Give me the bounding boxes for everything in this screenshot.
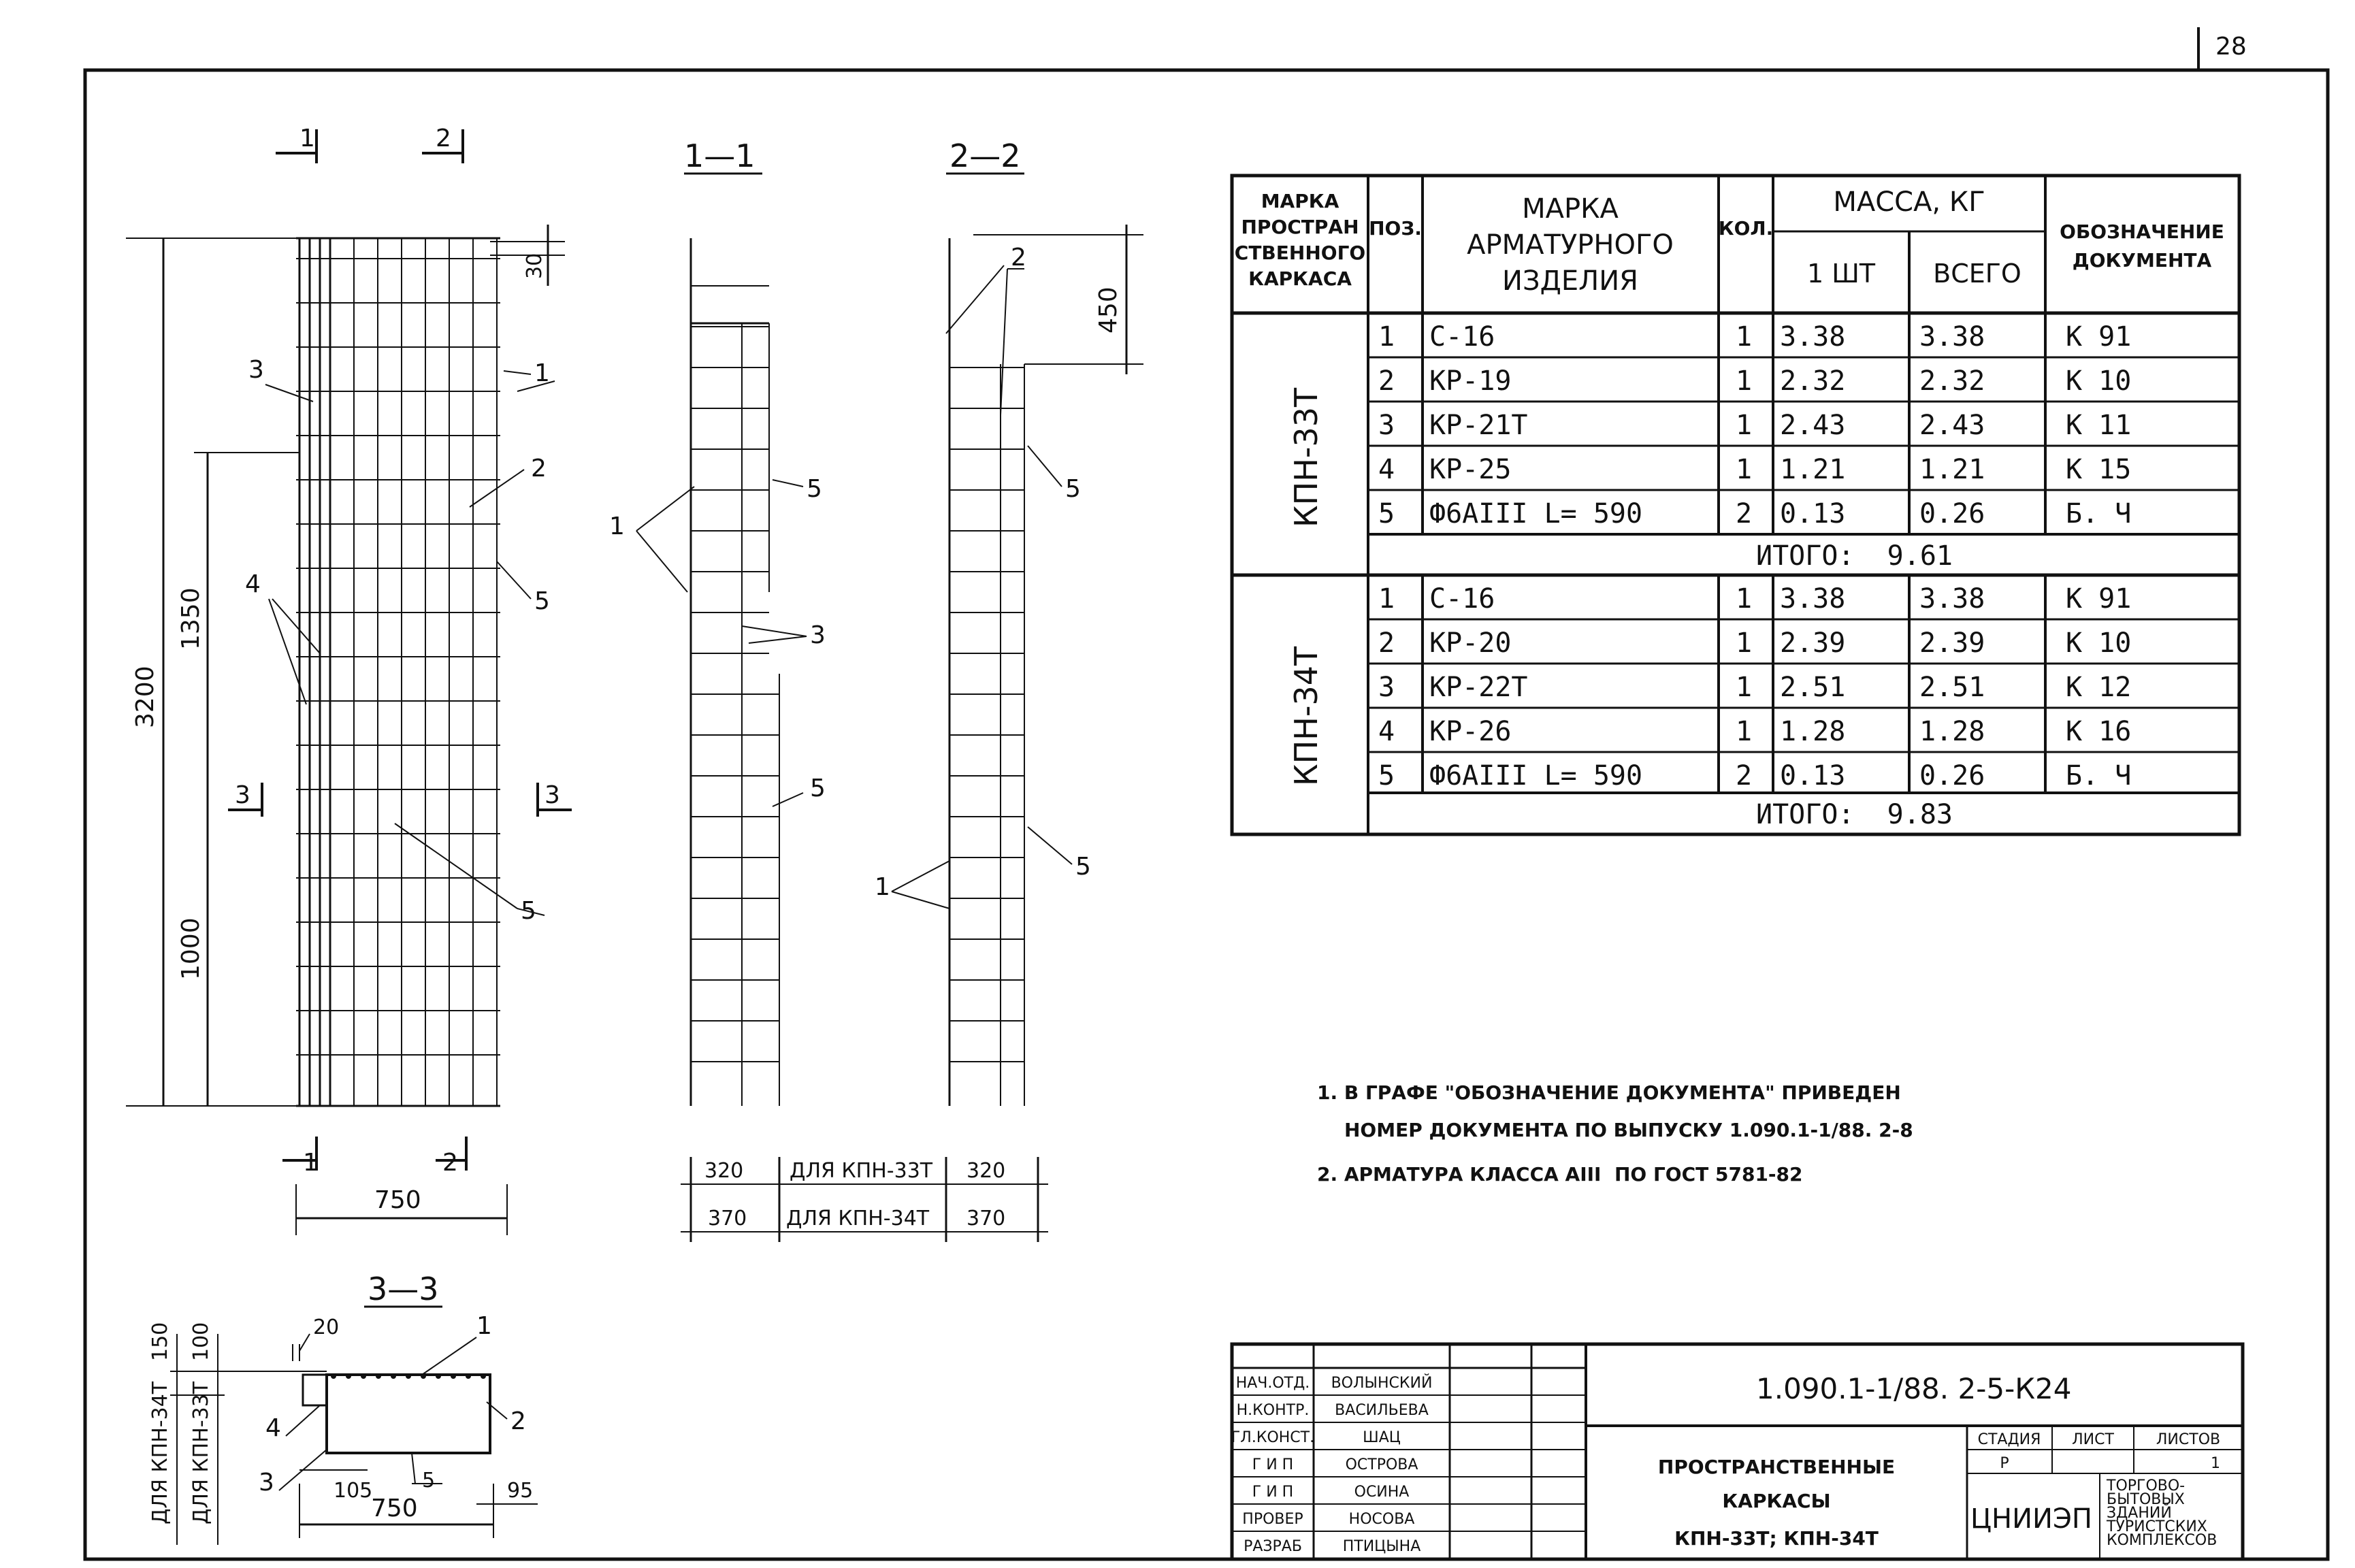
spec-mass-one: 0.13 (1780, 498, 1846, 529)
frame-mark-kpn33t: КПН-33Т (1288, 387, 1325, 527)
spec-qty: 2 (1736, 498, 1753, 529)
svg-text:БЫТОВЫХ: БЫТОВЫХ (2107, 1491, 2185, 1508)
svg-text:ТОРГОВО-: ТОРГОВО- (2107, 1477, 2186, 1494)
signature-name: НОСОВА (1348, 1511, 1415, 1528)
svg-text:ПОЗ.: ПОЗ. (1369, 217, 1422, 240)
svg-text:20: 20 (313, 1316, 340, 1339)
rebar-dot (481, 1373, 486, 1379)
svg-text:95: 95 (507, 1479, 534, 1503)
spec-mass-one: 3.38 (1780, 321, 1846, 353)
section-1-1-callouts (609, 475, 826, 806)
svg-text:СТАДИЯ: СТАДИЯ (1977, 1431, 2041, 1448)
callouts-main (245, 356, 555, 925)
spec-doc: К 11 (2066, 410, 2132, 441)
svg-text:1: 1 (609, 512, 625, 540)
cut-mark-1-bottom (282, 1137, 319, 1177)
svg-text:ЛИСТОВ: ЛИСТОВ (2156, 1431, 2221, 1448)
spec-doc: К 10 (2066, 627, 2132, 659)
svg-text:5: 5 (534, 587, 550, 615)
svg-text:370: 370 (708, 1207, 747, 1230)
signature-role: РАЗРАБ (1244, 1538, 1302, 1555)
spec-mass-total: 2.43 (1919, 410, 1985, 441)
spec-qty: 1 (1736, 454, 1753, 485)
spec-qty: 2 (1736, 760, 1753, 791)
svg-text:5: 5 (1065, 475, 1081, 503)
frame-mark-kpn34t: КПН-34Т (1288, 646, 1325, 786)
svg-text:1: 1 (476, 1312, 492, 1340)
svg-text:750: 750 (374, 1186, 421, 1214)
spec-mark: С-16 (1429, 321, 1495, 353)
svg-text:450: 450 (1094, 287, 1122, 333)
svg-text:2: 2 (436, 125, 451, 152)
rebar-dot (346, 1373, 351, 1379)
spec-pos: 4 (1378, 454, 1395, 485)
svg-text:ДЛЯ КПН-33Т: ДЛЯ КПН-33Т (790, 1159, 933, 1183)
spec-qty: 1 (1736, 365, 1753, 397)
svg-text:30: 30 (523, 252, 547, 279)
signature-name: ОСТРОВА (1345, 1456, 1418, 1473)
spec-rows (1378, 321, 2131, 791)
signature-name: ВОЛЫНСКИЙ (1331, 1375, 1433, 1392)
svg-text:750: 750 (371, 1494, 418, 1522)
note-2: 2. АРМАТУРА КЛАССА АIII ПО ГОСТ 5781-82 (1317, 1163, 1803, 1186)
signature-name: ШАЦ (1363, 1429, 1401, 1446)
section-1-1-mesh (691, 238, 779, 1106)
svg-text:3: 3 (259, 1469, 274, 1497)
svg-text:1: 1 (303, 1149, 319, 1177)
section-2-2-callouts (875, 244, 1091, 909)
spec-mass-total: 1.21 (1919, 454, 1985, 485)
signature-role: Г И П (1252, 1456, 1294, 1473)
total-kpn34t: ИТОГО: 9.83 (1756, 799, 1953, 830)
svg-text:1000: 1000 (177, 917, 205, 980)
section-2-2-mesh (949, 238, 1024, 1106)
main-elevation (126, 125, 572, 1235)
spec-mass-one: 1.21 (1780, 454, 1846, 485)
spec-doc: Б. Ч (2066, 760, 2132, 791)
spec-mark: С-16 (1429, 583, 1495, 615)
spec-pos: 3 (1378, 672, 1395, 703)
signature-name: ОСИНА (1354, 1484, 1410, 1501)
signature-role: НАЧ.ОТД. (1235, 1375, 1310, 1392)
spec-qty: 1 (1736, 583, 1753, 615)
drawing-code: 1.090.1-1/88. 2-5-К24 (1756, 1372, 2072, 1405)
svg-text:ЛИСТ: ЛИСТ (2072, 1431, 2114, 1448)
spec-mass-total: 3.38 (1919, 321, 1985, 353)
spec-mass-total: 3.38 (1919, 583, 1985, 615)
svg-text:2: 2 (531, 455, 547, 483)
title-block (1231, 1344, 2243, 1559)
svg-text:5: 5 (422, 1469, 436, 1492)
dim-top-30 (490, 225, 565, 286)
section-3-3 (148, 1271, 538, 1545)
svg-text:3: 3 (810, 621, 826, 649)
spec-pos: 1 (1378, 583, 1395, 615)
svg-text:370: 370 (967, 1207, 1006, 1230)
section-width-table (681, 1157, 1048, 1242)
spec-mass-one: 2.39 (1780, 627, 1846, 659)
spec-mass-total: 1.28 (1919, 716, 1985, 747)
spec-mark: Ф6АIII L= 590 (1429, 760, 1643, 791)
note-1-line-2: НОМЕР ДОКУМЕНТА ПО ВЫПУСКУ 1.090.1-1/88. 2-8 (1344, 1119, 1913, 1141)
spec-qty: 1 (1736, 321, 1753, 353)
mesh-grid (296, 238, 500, 1106)
svg-text:1: 1 (875, 873, 890, 901)
svg-text:4: 4 (265, 1414, 281, 1442)
spec-mass-total: 2.32 (1919, 365, 1985, 397)
section-3-3-callouts (259, 1312, 526, 1497)
section-1-1 (609, 137, 826, 1106)
signature-name: ВАСИЛЬЕВА (1335, 1402, 1429, 1419)
cut-mark-3-left (228, 781, 262, 817)
svg-text:3200: 3200 (131, 666, 159, 728)
spec-mass-one: 2.51 (1780, 672, 1846, 703)
spec-pos: 5 (1378, 760, 1395, 791)
svg-text:1: 1 (534, 359, 550, 387)
svg-text:ИЗДЕЛИЯ: ИЗДЕЛИЯ (1502, 265, 1638, 297)
svg-text:1350: 1350 (177, 587, 205, 650)
spec-pos: 4 (1378, 716, 1395, 747)
svg-text:КОЛ.: КОЛ. (1718, 217, 1774, 240)
rebar-dot (406, 1373, 411, 1379)
cut-mark-1-top (276, 125, 316, 163)
section-2-2 (875, 137, 1143, 1106)
spec-doc: К 12 (2066, 672, 2132, 703)
cut-mark-2-bottom (436, 1137, 466, 1177)
cut-mark-3-right (538, 781, 572, 817)
svg-text:100: 100 (189, 1322, 213, 1361)
spec-mass-total: 0.26 (1919, 498, 1985, 529)
spec-doc: Б. Ч (2066, 498, 2132, 529)
dim-1350 (177, 453, 299, 1106)
svg-text:1: 1 (2211, 1455, 2220, 1472)
svg-text:2: 2 (510, 1407, 526, 1435)
svg-text:СТВЕННОГО: СТВЕННОГО (1234, 242, 1366, 264)
rebar-dot (436, 1373, 441, 1379)
spec-pos: 2 (1378, 627, 1395, 659)
svg-text:КОМПЛЕКСОВ: КОМПЛЕКСОВ (2107, 1532, 2218, 1549)
spec-mark: КР-22Т (1429, 672, 1528, 703)
svg-text:320: 320 (704, 1159, 744, 1183)
svg-text:ДЛЯ КПН-34Т: ДЛЯ КПН-34Т (148, 1381, 172, 1524)
title-line-3: КПН-33Т; КПН-34Т (1674, 1527, 1879, 1550)
svg-text:ДЛЯ КПН-33Т: ДЛЯ КПН-33Т (189, 1381, 213, 1524)
spec-qty: 1 (1736, 410, 1753, 441)
spec-qty: 1 (1736, 672, 1753, 703)
signature-role: ПРОВЕР (1242, 1511, 1303, 1528)
spec-qty: 1 (1736, 716, 1753, 747)
specification-table (1232, 176, 2239, 834)
svg-text:2: 2 (442, 1149, 458, 1177)
svg-text:3: 3 (545, 781, 560, 809)
spec-mark: КР-21Т (1429, 410, 1528, 441)
spec-mass-total: 0.26 (1919, 760, 1985, 791)
signature-role: Г И П (1252, 1484, 1294, 1501)
svg-text:ВСЕГО: ВСЕГО (1933, 259, 2021, 289)
rebar-dot (331, 1373, 336, 1379)
spec-mark: КР-20 (1429, 627, 1512, 659)
svg-text:150: 150 (148, 1322, 172, 1361)
spec-doc: К 10 (2066, 365, 2132, 397)
section-1-1-title: 1—1 (684, 137, 756, 174)
spec-header (1235, 186, 2224, 297)
dim-750-main (296, 1184, 507, 1235)
rebar-dot (376, 1373, 381, 1379)
spec-mass-one: 2.43 (1780, 410, 1846, 441)
spec-mass-one: 2.32 (1780, 365, 1846, 397)
signature-role: ГЛ.КОНСТ. (1231, 1429, 1315, 1446)
dim-3200 (126, 238, 299, 1106)
spec-doc: К 16 (2066, 716, 2132, 747)
svg-text:5: 5 (521, 897, 536, 925)
svg-text:5: 5 (1075, 853, 1091, 881)
title-line-1: ПРОСТРАНСТВЕННЫЕ (1657, 1456, 1896, 1478)
section-3-3-title: 3—3 (368, 1271, 439, 1307)
spec-mass-total: 2.39 (1919, 627, 1985, 659)
svg-text:ДОКУМЕНТА: ДОКУМЕНТА (2072, 249, 2212, 272)
svg-text:5: 5 (810, 774, 826, 802)
signature-rows (1231, 1374, 1586, 1555)
svg-text:ПРОСТРАН: ПРОСТРАН (1241, 216, 1359, 238)
svg-text:ТУРИСТСКИХ: ТУРИСТСКИХ (2107, 1518, 2207, 1535)
section-2-2-title: 2—2 (949, 137, 1021, 174)
rebar-dot (466, 1373, 471, 1379)
notes (1317, 1081, 1913, 1186)
svg-text:МАССА, КГ: МАССА, КГ (1833, 186, 1985, 218)
svg-text:МАРКА: МАРКА (1522, 193, 1619, 225)
spec-mass-total: 2.51 (1919, 672, 1985, 703)
spec-mark: КР-25 (1429, 454, 1512, 485)
signature-role: Н.КОНТР. (1236, 1402, 1310, 1419)
svg-text:3: 3 (235, 781, 250, 809)
svg-text:1: 1 (299, 125, 315, 152)
svg-text:105: 105 (334, 1479, 373, 1503)
spec-pos: 1 (1378, 321, 1395, 353)
section-3-3-dims (148, 1316, 538, 1545)
svg-text:ДЛЯ КПН-34Т: ДЛЯ КПН-34Т (786, 1207, 930, 1230)
rebar-dot (451, 1373, 456, 1379)
spec-pos: 2 (1378, 365, 1395, 397)
svg-text:Р: Р (2000, 1455, 2009, 1472)
dim-450 (973, 225, 1143, 374)
rebar-dot (391, 1373, 396, 1379)
spec-pos: 3 (1378, 410, 1395, 441)
spec-pos: 5 (1378, 498, 1395, 529)
title-line-2: КАРКАСЫ (1722, 1490, 1831, 1512)
spec-mark: КР-26 (1429, 716, 1512, 747)
org-name: ЦНИИЭП (1970, 1503, 2092, 1535)
spec-mass-one: 3.38 (1780, 583, 1846, 615)
svg-text:ОБОЗНАЧЕНИЕ: ОБОЗНАЧЕНИЕ (2060, 220, 2224, 243)
spec-mass-one: 1.28 (1780, 716, 1846, 747)
spec-doc: К 91 (2066, 321, 2132, 353)
cut-mark-2-top (422, 125, 463, 163)
spec-doc: К 91 (2066, 583, 2132, 615)
rebar-dot (361, 1373, 366, 1379)
spec-doc: К 15 (2066, 454, 2132, 485)
svg-text:5: 5 (807, 475, 822, 503)
svg-text:320: 320 (967, 1159, 1006, 1183)
spec-mark: КР-19 (1429, 365, 1512, 397)
signature-name: ПТИЦЫНА (1342, 1538, 1421, 1555)
svg-text:4: 4 (245, 570, 261, 598)
page-number: 28 (2215, 33, 2247, 61)
spec-mark: Ф6АIII L= 590 (1429, 498, 1643, 529)
svg-text:2: 2 (1011, 244, 1026, 272)
svg-text:1 ШТ: 1 ШТ (1806, 259, 1876, 289)
svg-text:АРМАТУРНОГО: АРМАТУРНОГО (1467, 229, 1674, 261)
svg-text:МАРКА: МАРКА (1261, 190, 1339, 212)
svg-text:КАРКАСА: КАРКАСА (1248, 267, 1352, 290)
spec-mass-one: 0.13 (1780, 760, 1846, 791)
spec-qty: 1 (1736, 627, 1753, 659)
note-1-line-1: 1. В ГРАФЕ "ОБОЗНАЧЕНИЕ ДОКУМЕНТА" ПРИВЕДЕН (1317, 1081, 1901, 1104)
total-kpn33t: ИТОГО: 9.61 (1756, 540, 1953, 572)
svg-text:3: 3 (248, 356, 264, 384)
svg-text:ЗДАНИЙ: ЗДАНИЙ (2107, 1505, 2172, 1522)
